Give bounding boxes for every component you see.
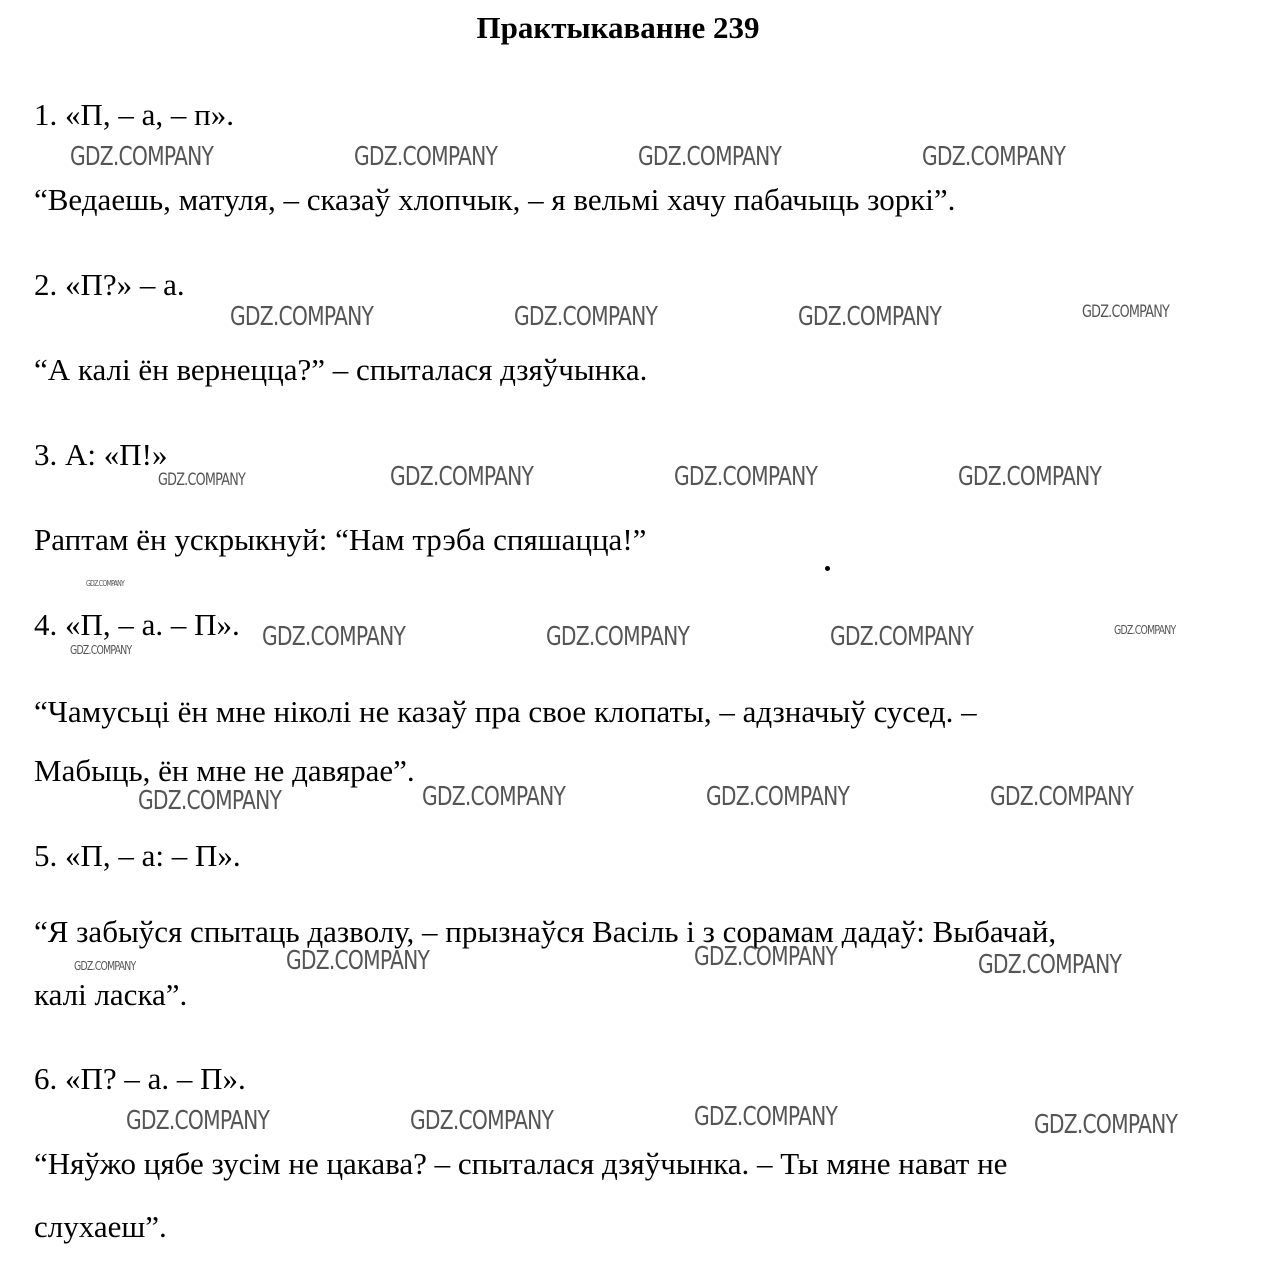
pattern-2: 2. «П?» – а. <box>34 267 185 302</box>
watermark: GDZ.COMPANY <box>798 302 942 332</box>
watermark: GDZ.COMPANY <box>230 302 374 332</box>
watermark: GDZ.COMPANY <box>390 462 534 492</box>
watermark: GDZ.COMPANY <box>1114 623 1176 637</box>
example-6-line-2: слухаеш”. <box>34 1209 167 1244</box>
watermark: GDZ.COMPANY <box>694 1102 838 1132</box>
pattern-6: 6. «П? – а. – П». <box>34 1061 246 1096</box>
example-5-line-1: “Я забыўся спытаць дазволу, – прызнаўся Васіль і з сорамам дадаў: Выбачай, <box>34 914 1057 949</box>
watermark: GDZ.COMPANY <box>514 302 658 332</box>
watermark: GDZ.COMPANY <box>286 946 430 976</box>
pattern-4: 4. «П, – а. – П». <box>34 607 240 642</box>
watermark: GDZ.COMPANY <box>1034 1110 1178 1140</box>
watermark: GDZ.COMPANY <box>638 142 782 172</box>
example-5-line-2: калі ласка”. <box>34 977 188 1012</box>
example-6-line-1: “Няўжо цябе зусім не цакава? – спыталася дзяўчынка. – Ты мяне нават не <box>34 1146 1008 1181</box>
example-2: “А калі ён вернецца?” – спыталася дзяўчынка. <box>34 352 648 387</box>
watermark: GDZ.COMPANY <box>1082 302 1170 322</box>
watermark: GDZ.COMPANY <box>354 142 498 172</box>
watermark: GDZ.COMPANY <box>262 622 406 652</box>
stray-dot <box>825 566 830 571</box>
watermark: GDZ.COMPANY <box>70 643 132 657</box>
watermark: GDZ.COMPANY <box>126 1106 270 1136</box>
watermark: GDZ.COMPANY <box>158 470 246 490</box>
pattern-3: 3. А: «П!» <box>34 437 168 472</box>
watermark: GDZ.COMPANY <box>830 622 974 652</box>
example-4-line-1: “Чамусьці ён мне ніколі не казаў пра свое клопаты, – адзначыў сусед. – <box>34 694 977 729</box>
watermark: GDZ.COMPANY <box>70 142 214 172</box>
pattern-1: 1. «П, – а, – п». <box>34 97 234 132</box>
watermark: GDZ.COMPANY <box>958 462 1102 492</box>
watermark: GDZ.COMPANY <box>706 782 850 812</box>
page-title: Практыкаванне 239 <box>476 10 760 45</box>
example-4-line-2: Мабыць, ён мне не давярае”. <box>34 753 415 788</box>
watermark: GDZ.COMPANY <box>546 622 690 652</box>
watermark: GDZ.COMPANY <box>674 462 818 492</box>
watermark: GDZ.COMPANY <box>138 786 282 816</box>
watermark: GDZ.COMPANY <box>74 959 136 973</box>
watermark: GDZ.COMPANY <box>86 579 125 588</box>
watermark: GDZ.COMPANY <box>978 950 1122 980</box>
example-1: “Ведаешь, матуля, – сказаў хлопчык, – я вельмі хачу пабачыць зоркі”. <box>34 182 956 217</box>
watermark: GDZ.COMPANY <box>694 942 838 972</box>
watermark: GDZ.COMPANY <box>410 1106 554 1136</box>
watermark: GDZ.COMPANY <box>922 142 1066 172</box>
pattern-5: 5. «П, – а: – П». <box>34 838 241 873</box>
watermark: GDZ.COMPANY <box>990 782 1134 812</box>
watermark: GDZ.COMPANY <box>422 782 566 812</box>
example-3: Раптам ён ускрыкнуй: “Нам трэба спяшацца!” <box>34 522 647 557</box>
